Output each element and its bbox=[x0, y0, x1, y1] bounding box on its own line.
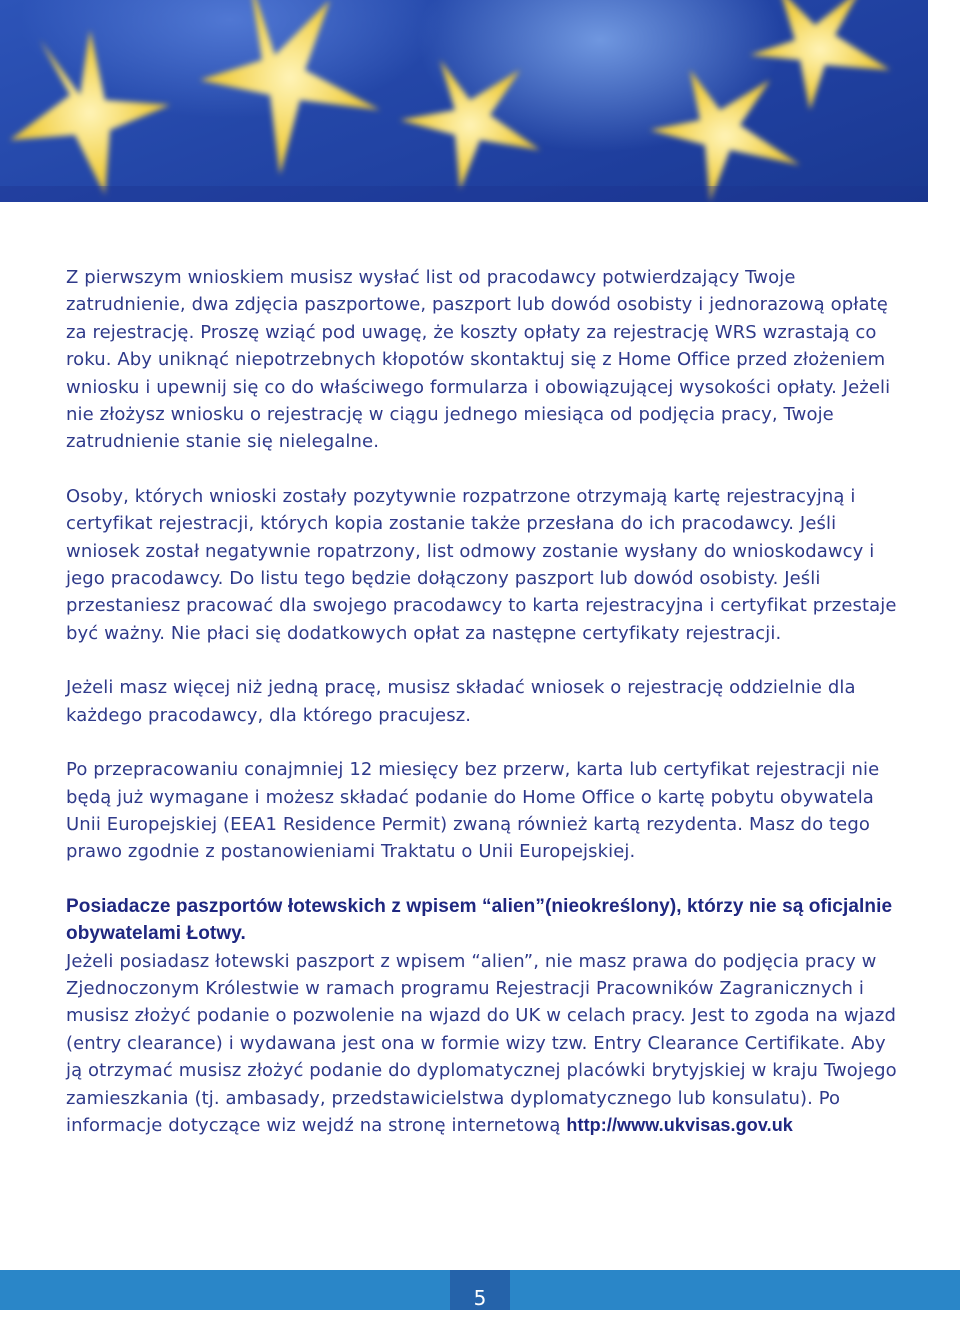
paragraph-latvia bbox=[66, 948, 906, 1140]
star-icon bbox=[200, 0, 380, 175]
paragraph-decision: Osoby, których wnioski zostały pozytywnie rozpatrzone otrzymają kartę rejestracyjną i certyfikat rejestracji, których kopia zostanie także przesłana do ich pracodawcy. Jeśli wniosek został negatywnie ropatrzony, list odmowy zostanie wysłany do wnioskodawcy i jego pracodawcy. Do listu tego będzie dołączony paszport lub dowód osobisty. Jeśli przestaniesz pracować dla swojego pracodawcy to karta rejestracyjna i certyfikat przestaje być ważny. Nie płaci się dodatkowych opłat za następne certyfikaty rejestracji. bbox=[66, 485, 897, 644]
ukvisas-link[interactable]: http://www.ukvisas.gov.uk bbox=[566, 1114, 793, 1135]
star-icon bbox=[750, 0, 890, 110]
latvia-heading: Posiadacze paszportów łotewskich z wpisem “alien”(nieokreślony), którzy nie są oficjalnie obywatelami Łotwy. bbox=[66, 895, 893, 945]
eu-stars-illustration bbox=[0, 0, 928, 202]
star-icon bbox=[400, 60, 540, 190]
header-banner-image bbox=[0, 0, 928, 202]
latvia-body: Jeżeli posiadasz łotewski paszport z wpisem “alien”, nie masz prawa do podjęcia pracy w Zjednoczonym Królestwie w ramach programu Rejestracji Pracowników Zagranicznych i musisz złożyć podanie o pozwolenie na wjazd do UK w celach pracy. Jest to zgoda na wjazd (entry clearance) i wydawana jest ona w formie wizy tzw. Entry Clearance Certifikate. Aby ją otrzymać musisz złożyć podanie do dyplomatycznej placówki brytyjskiej w kraju Twojego zamieszkania (tj. ambasady, przedstawicielstwa dyplomatycznego lub konsulatu). Po informacje dotyczące wiz wejdź na stronę internetową bbox=[66, 950, 897, 1136]
main-text bbox=[66, 264, 906, 1166]
star-icon bbox=[10, 30, 170, 195]
paragraph-residence-permit: Po przepracowaniu conajmniej 12 miesięcy bez przerw, karta lub certyfikat rejestracji nie będą już wymagane i możesz składać podanie do Home Office o kartę pobytu obywatela Unii Europejskiej (EEA1 Residence Permit) zwaną również kartą rezydenta. Masz do tego prawo zgodnie z postanowieniami Traktatu o Unii Europejskiej. bbox=[66, 759, 880, 863]
page-number: 5 bbox=[450, 1270, 510, 1310]
paragraph-application: Z pierwszym wnioskiem musisz wysłać list od pracodawcy potwierdzający Twoje zatrudnienie, dwa zdjęcia paszportowe, paszport lub dowód osobisty i jednorazową opłatę za rejestrację. Proszę wziąć pod uwagę, że koszty opłaty za rejestrację WRS wzrastają co roku. Aby uniknąć niepotrzebnych kłopotów skontaktuj się z Home Office przed złożeniem wniosku i upewnij się co do właściwego formularza i obowiązującej wysokości opłaty. Jeżeli nie złożysz wniosku o rejestrację w ciągu jednego miesiąca od podjęcia pracy, Twoje zatrudnienie stanie się nielegalne. bbox=[66, 267, 891, 453]
star-icon bbox=[650, 70, 800, 202]
paragraph-multiple-jobs: Jeżeli masz więcej niż jedną pracę, musisz składać wniosek o rejestrację oddzielnie dla każdego pracodawcy, dla którego pracujesz. bbox=[66, 677, 856, 726]
